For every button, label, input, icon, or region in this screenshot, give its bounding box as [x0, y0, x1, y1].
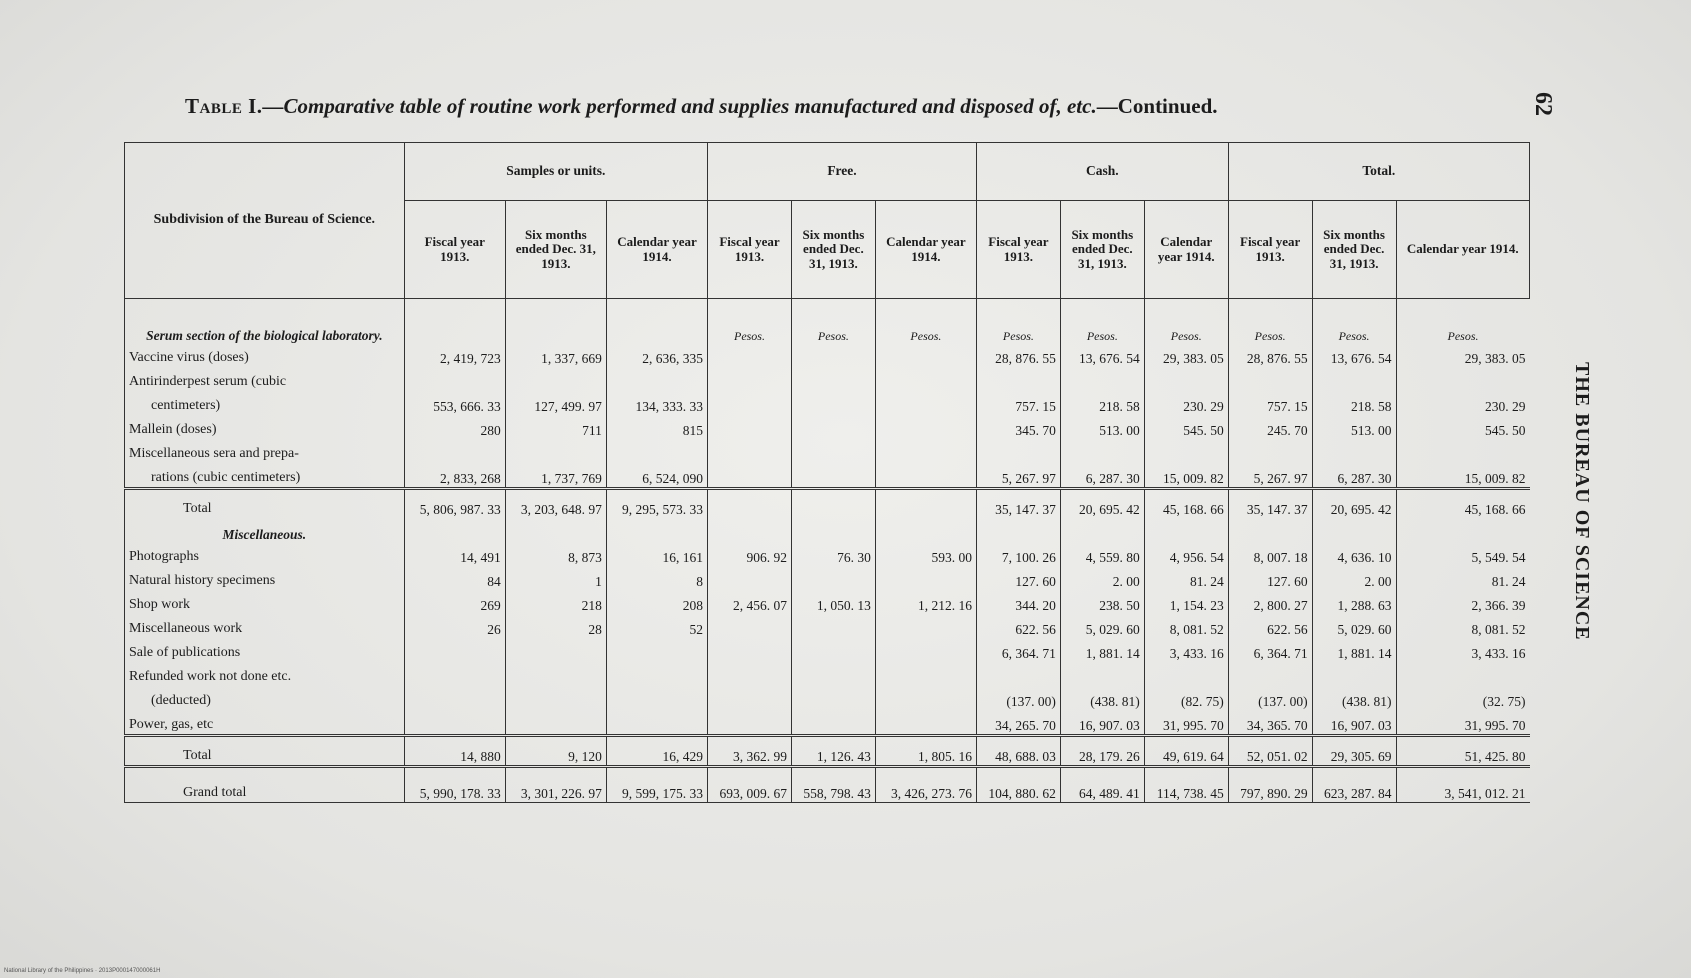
table-body — [125, 299, 1530, 803]
value-cell: 16, 907. 03 — [1060, 710, 1144, 736]
value-cell — [791, 439, 875, 463]
empty-cell — [976, 518, 1060, 542]
value-cell: 48, 688. 03 — [976, 736, 1060, 767]
value-cell — [1144, 439, 1228, 463]
value-cell — [976, 439, 1060, 463]
period-header: Six months ended Dec. 31, 1913. — [505, 201, 606, 299]
value-cell — [1144, 367, 1228, 391]
empty-cell — [1396, 518, 1529, 542]
value-cell: 5, 267. 97 — [1228, 463, 1312, 489]
unit-label: Pesos. — [1396, 299, 1529, 344]
value-cell — [1396, 439, 1529, 463]
value-cell — [791, 415, 875, 439]
value-cell: 84 — [404, 566, 505, 590]
value-cell — [1312, 662, 1396, 686]
value-cell — [1060, 367, 1144, 391]
value-cell — [708, 367, 792, 391]
value-cell: 16, 161 — [606, 542, 707, 566]
value-cell: 4, 559. 80 — [1060, 542, 1144, 566]
empty-cell — [1312, 518, 1396, 542]
value-cell — [505, 638, 606, 662]
value-cell — [505, 662, 606, 686]
table-row — [125, 710, 1530, 736]
value-cell: 1, 050. 13 — [791, 590, 875, 614]
value-cell: 622. 56 — [976, 614, 1060, 638]
value-cell: 9, 295, 573. 33 — [606, 489, 707, 519]
value-cell: 14, 491 — [404, 542, 505, 566]
value-cell: 1, 737, 769 — [505, 463, 606, 489]
value-cell: 757. 15 — [1228, 391, 1312, 415]
unit-label: Pesos. — [1060, 299, 1144, 344]
value-cell: 7, 100. 26 — [976, 542, 1060, 566]
value-cell — [1228, 662, 1312, 686]
period-header: Fiscal year 1913. — [404, 201, 505, 299]
value-cell: 3, 433. 16 — [1144, 638, 1228, 662]
empty-cell — [606, 518, 707, 542]
value-cell: (137. 00) — [976, 686, 1060, 710]
value-cell — [1312, 367, 1396, 391]
value-cell: 13, 676. 54 — [1060, 343, 1144, 367]
period-header: Calendar year 1914. — [875, 201, 976, 299]
value-cell: 15, 009. 82 — [1396, 463, 1529, 489]
value-cell — [606, 710, 707, 736]
value-cell: 51, 425. 80 — [1396, 736, 1529, 767]
value-cell: 208 — [606, 590, 707, 614]
table-row — [125, 662, 1530, 686]
table-title — [185, 94, 1505, 119]
value-cell: 81. 24 — [1144, 566, 1228, 590]
empty-cell — [1228, 518, 1312, 542]
value-cell — [976, 367, 1060, 391]
period-header: Calendar year 1914. — [1396, 201, 1529, 299]
value-cell: 1, 212. 16 — [875, 590, 976, 614]
section-title: Miscellaneous. — [125, 518, 405, 542]
value-cell — [606, 439, 707, 463]
value-cell — [708, 662, 792, 686]
value-cell: 5, 549. 54 — [1396, 542, 1529, 566]
value-cell — [606, 686, 707, 710]
value-cell — [791, 367, 875, 391]
value-cell — [708, 391, 792, 415]
value-cell — [791, 686, 875, 710]
value-cell: 558, 798. 43 — [791, 767, 875, 803]
row-label: Total — [125, 489, 405, 519]
value-cell: 28 — [505, 614, 606, 638]
value-cell — [404, 710, 505, 736]
value-cell: 4, 636. 10 — [1312, 542, 1396, 566]
section-title: Serum section of the biological laboratory. — [125, 299, 405, 344]
value-cell — [976, 662, 1060, 686]
table-row — [125, 614, 1530, 638]
value-cell: 545. 50 — [1396, 415, 1529, 439]
table-row — [125, 439, 1530, 463]
group-header-samples: Samples or units. — [404, 143, 707, 201]
value-cell: 815 — [606, 415, 707, 439]
value-cell — [708, 343, 792, 367]
value-cell — [606, 638, 707, 662]
comparative-table — [124, 142, 1530, 803]
table-caption: —Comparative table of routine work performed and supplies manufactured and disposed of, etc. — [262, 94, 1097, 118]
unit-label: Pesos. — [976, 299, 1060, 344]
value-cell: 127. 60 — [976, 566, 1060, 590]
table-row — [125, 542, 1530, 566]
row-label: Refunded work not done etc. — [125, 662, 405, 686]
value-cell — [708, 439, 792, 463]
value-cell: 230. 29 — [1144, 391, 1228, 415]
table-row — [125, 590, 1530, 614]
row-label: Miscellaneous work — [125, 614, 405, 638]
empty-cell — [606, 299, 707, 344]
value-cell: 797, 890. 29 — [1228, 767, 1312, 803]
row-label: Total — [125, 736, 405, 767]
row-label: Photographs — [125, 542, 405, 566]
period-header: Calendar year 1914. — [1144, 201, 1228, 299]
table-row — [125, 638, 1530, 662]
value-cell: 64, 489. 41 — [1060, 767, 1144, 803]
table-label: Table I. — [185, 94, 263, 118]
value-cell: 2, 636, 335 — [606, 343, 707, 367]
value-cell: 693, 009. 67 — [708, 767, 792, 803]
value-cell: 906. 92 — [708, 542, 792, 566]
value-cell — [875, 489, 976, 519]
value-cell: 3, 426, 273. 76 — [875, 767, 976, 803]
value-cell: 4, 956. 54 — [1144, 542, 1228, 566]
value-cell: 45, 168. 66 — [1144, 489, 1228, 519]
value-cell: 9, 599, 175. 33 — [606, 767, 707, 803]
page-number: 62 — [1530, 92, 1556, 116]
section-title-row — [125, 299, 1530, 344]
group-header-free: Free. — [708, 143, 977, 201]
table-row — [125, 391, 1530, 415]
value-cell — [1396, 367, 1529, 391]
value-cell — [875, 367, 976, 391]
value-cell — [791, 710, 875, 736]
value-cell: 345. 70 — [976, 415, 1060, 439]
row-label: rations (cubic centimeters) — [125, 463, 405, 489]
period-header: Six months ended Dec. 31, 1913. — [791, 201, 875, 299]
value-cell: 5, 990, 178. 33 — [404, 767, 505, 803]
row-label: Grand total — [125, 767, 405, 803]
value-cell: 3, 203, 648. 97 — [505, 489, 606, 519]
value-cell: 16, 907. 03 — [1312, 710, 1396, 736]
period-header: Calendar year 1914. — [606, 201, 707, 299]
value-cell: 127, 499. 97 — [505, 391, 606, 415]
unit-label: Pesos. — [1144, 299, 1228, 344]
value-cell: 29, 383. 05 — [1396, 343, 1529, 367]
value-cell: 8, 081. 52 — [1396, 614, 1529, 638]
row-label: Natural history specimens — [125, 566, 405, 590]
period-header: Fiscal year 1913. — [708, 201, 792, 299]
table-row — [125, 343, 1530, 367]
value-cell: 5, 806, 987. 33 — [404, 489, 505, 519]
value-cell — [1312, 439, 1396, 463]
value-cell — [708, 415, 792, 439]
value-cell: 3, 362. 99 — [708, 736, 792, 767]
row-label: Mallein (doses) — [125, 415, 405, 439]
value-cell — [875, 439, 976, 463]
value-cell: 31, 995. 70 — [1144, 710, 1228, 736]
value-cell: 218. 58 — [1312, 391, 1396, 415]
value-cell: 6, 287. 30 — [1060, 463, 1144, 489]
value-cell — [708, 638, 792, 662]
value-cell — [791, 343, 875, 367]
value-cell: 2, 419, 723 — [404, 343, 505, 367]
value-cell: 545. 50 — [1144, 415, 1228, 439]
unit-label: Pesos. — [875, 299, 976, 344]
total-row — [125, 489, 1530, 519]
value-cell — [875, 662, 976, 686]
unit-label: Pesos. — [708, 299, 792, 344]
empty-cell — [404, 518, 505, 542]
group-header-cash: Cash. — [976, 143, 1228, 201]
value-cell: 104, 880. 62 — [976, 767, 1060, 803]
value-cell: 34, 265. 70 — [976, 710, 1060, 736]
value-cell — [791, 662, 875, 686]
value-cell — [708, 686, 792, 710]
period-header: Six months ended Dec. 31, 1913. — [1312, 201, 1396, 299]
empty-cell — [1060, 518, 1144, 542]
value-cell: 49, 619. 64 — [1144, 736, 1228, 767]
table-header — [125, 143, 1530, 299]
row-label: (deducted) — [125, 686, 405, 710]
period-header: Six months ended Dec. 31, 1913. — [1060, 201, 1144, 299]
value-cell: 513. 00 — [1060, 415, 1144, 439]
period-header: Fiscal year 1913. — [976, 201, 1060, 299]
value-cell: 1, 805. 16 — [875, 736, 976, 767]
value-cell: 2. 00 — [1312, 566, 1396, 590]
value-cell — [1228, 367, 1312, 391]
value-cell: 15, 009. 82 — [1144, 463, 1228, 489]
value-cell: 81. 24 — [1396, 566, 1529, 590]
value-cell: 3, 301, 226. 97 — [505, 767, 606, 803]
value-cell: 3, 433. 16 — [1396, 638, 1529, 662]
value-cell: 28, 876. 55 — [976, 343, 1060, 367]
value-cell — [1060, 662, 1144, 686]
value-cell — [404, 439, 505, 463]
value-cell: 218 — [505, 590, 606, 614]
value-cell: 1, 126. 43 — [791, 736, 875, 767]
value-cell — [875, 566, 976, 590]
value-cell — [1228, 439, 1312, 463]
value-cell: 28, 179. 26 — [1060, 736, 1144, 767]
value-cell — [708, 614, 792, 638]
value-cell: 29, 305. 69 — [1312, 736, 1396, 767]
value-cell: 8, 873 — [505, 542, 606, 566]
running-head: THE BUREAU OF SCIENCE — [1571, 362, 1593, 641]
empty-cell — [505, 299, 606, 344]
value-cell: 2, 833, 268 — [404, 463, 505, 489]
value-cell — [708, 463, 792, 489]
value-cell: 3, 541, 012. 21 — [1396, 767, 1529, 803]
value-cell: (82. 75) — [1144, 686, 1228, 710]
value-cell: 13, 676. 54 — [1312, 343, 1396, 367]
subdivision-header: Subdivision of the Bureau of Science. — [125, 143, 405, 299]
value-cell: 20, 695. 42 — [1312, 489, 1396, 519]
value-cell — [505, 686, 606, 710]
value-cell: 711 — [505, 415, 606, 439]
value-cell: 52, 051. 02 — [1228, 736, 1312, 767]
row-label: Sale of publications — [125, 638, 405, 662]
section-title-row — [125, 518, 1530, 542]
table-continued: —Continued. — [1096, 94, 1218, 118]
row-label: centimeters) — [125, 391, 405, 415]
value-cell — [875, 343, 976, 367]
value-cell: 35, 147. 37 — [1228, 489, 1312, 519]
value-cell: 5, 029. 60 — [1312, 614, 1396, 638]
value-cell: 2, 456. 07 — [708, 590, 792, 614]
value-cell: 1, 154. 23 — [1144, 590, 1228, 614]
row-label: Antirinderpest serum (cubic — [125, 367, 405, 391]
value-cell: (438. 81) — [1060, 686, 1144, 710]
value-cell — [875, 710, 976, 736]
row-label: Power, gas, etc — [125, 710, 405, 736]
value-cell — [606, 662, 707, 686]
value-cell: 269 — [404, 590, 505, 614]
value-cell — [791, 566, 875, 590]
value-cell: 6, 364. 71 — [1228, 638, 1312, 662]
value-cell: 2, 366. 39 — [1396, 590, 1529, 614]
value-cell: 513. 00 — [1312, 415, 1396, 439]
value-cell — [875, 638, 976, 662]
period-header: Fiscal year 1913. — [1228, 201, 1312, 299]
value-cell: 593. 00 — [875, 542, 976, 566]
value-cell: (32. 75) — [1396, 686, 1529, 710]
table-row — [125, 566, 1530, 590]
value-cell: 553, 666. 33 — [404, 391, 505, 415]
value-cell — [875, 614, 976, 638]
value-cell: 9, 120 — [505, 736, 606, 767]
value-cell: 1, 881. 14 — [1060, 638, 1144, 662]
value-cell: 2, 800. 27 — [1228, 590, 1312, 614]
value-cell — [791, 614, 875, 638]
value-cell: 29, 383. 05 — [1144, 343, 1228, 367]
empty-cell — [708, 518, 792, 542]
value-cell: 238. 50 — [1060, 590, 1144, 614]
value-cell: 52 — [606, 614, 707, 638]
value-cell — [404, 662, 505, 686]
value-cell: 1, 881. 14 — [1312, 638, 1396, 662]
row-label: Shop work — [125, 590, 405, 614]
unit-label: Pesos. — [1312, 299, 1396, 344]
empty-cell — [875, 518, 976, 542]
value-cell: 6, 287. 30 — [1312, 463, 1396, 489]
scan-footer-note: National Library of the Philippines · 2013P000147000061H — [4, 968, 161, 974]
value-cell: 8, 081. 52 — [1144, 614, 1228, 638]
total-row — [125, 736, 1530, 767]
value-cell: 622. 56 — [1228, 614, 1312, 638]
value-cell: 14, 880 — [404, 736, 505, 767]
value-cell: 1, 337, 669 — [505, 343, 606, 367]
value-cell — [708, 489, 792, 519]
value-cell: 757. 15 — [976, 391, 1060, 415]
value-cell: 623, 287. 84 — [1312, 767, 1396, 803]
value-cell: 8, 007. 18 — [1228, 542, 1312, 566]
value-cell: 127. 60 — [1228, 566, 1312, 590]
value-cell: 45, 168. 66 — [1396, 489, 1529, 519]
value-cell — [708, 566, 792, 590]
value-cell — [791, 638, 875, 662]
value-cell — [404, 686, 505, 710]
value-cell: 344. 20 — [976, 590, 1060, 614]
value-cell — [1144, 662, 1228, 686]
value-cell — [875, 686, 976, 710]
value-cell: 6, 364. 71 — [976, 638, 1060, 662]
value-cell: 134, 333. 33 — [606, 391, 707, 415]
value-cell — [791, 489, 875, 519]
table-row — [125, 463, 1530, 489]
unit-label: Pesos. — [1228, 299, 1312, 344]
value-cell: 6, 524, 090 — [606, 463, 707, 489]
table-row — [125, 415, 1530, 439]
empty-cell — [791, 518, 875, 542]
value-cell: 5, 029. 60 — [1060, 614, 1144, 638]
value-cell — [1060, 439, 1144, 463]
value-cell: 8 — [606, 566, 707, 590]
row-label: Vaccine virus (doses) — [125, 343, 405, 367]
value-cell: (438. 81) — [1312, 686, 1396, 710]
row-label: Miscellaneous sera and prepa- — [125, 439, 405, 463]
value-cell: 16, 429 — [606, 736, 707, 767]
table-row — [125, 367, 1530, 391]
value-cell — [505, 439, 606, 463]
value-cell: 114, 738. 45 — [1144, 767, 1228, 803]
value-cell: 26 — [404, 614, 505, 638]
value-cell: 20, 695. 42 — [1060, 489, 1144, 519]
empty-cell — [505, 518, 606, 542]
value-cell: 76. 30 — [791, 542, 875, 566]
value-cell: 1, 288. 63 — [1312, 590, 1396, 614]
value-cell — [791, 463, 875, 489]
empty-cell — [1144, 518, 1228, 542]
value-cell: 34, 365. 70 — [1228, 710, 1312, 736]
value-cell — [404, 638, 505, 662]
group-header-total: Total. — [1228, 143, 1529, 201]
value-cell — [404, 367, 505, 391]
value-cell: 1 — [505, 566, 606, 590]
value-cell — [875, 415, 976, 439]
value-cell: 5, 267. 97 — [976, 463, 1060, 489]
value-cell — [505, 367, 606, 391]
value-cell: (137. 00) — [1228, 686, 1312, 710]
unit-label: Pesos. — [791, 299, 875, 344]
value-cell: 2. 00 — [1060, 566, 1144, 590]
value-cell — [505, 710, 606, 736]
value-cell: 218. 58 — [1060, 391, 1144, 415]
value-cell — [1396, 662, 1529, 686]
value-cell — [791, 391, 875, 415]
value-cell — [875, 463, 976, 489]
value-cell: 31, 995. 70 — [1396, 710, 1529, 736]
value-cell: 230. 29 — [1396, 391, 1529, 415]
value-cell: 280 — [404, 415, 505, 439]
value-cell: 28, 876. 55 — [1228, 343, 1312, 367]
value-cell: 245. 70 — [1228, 415, 1312, 439]
table-row — [125, 686, 1530, 710]
value-cell: 35, 147. 37 — [976, 489, 1060, 519]
value-cell — [606, 367, 707, 391]
empty-cell — [404, 299, 505, 344]
value-cell — [708, 710, 792, 736]
value-cell — [875, 391, 976, 415]
grand-total-row — [125, 767, 1530, 803]
